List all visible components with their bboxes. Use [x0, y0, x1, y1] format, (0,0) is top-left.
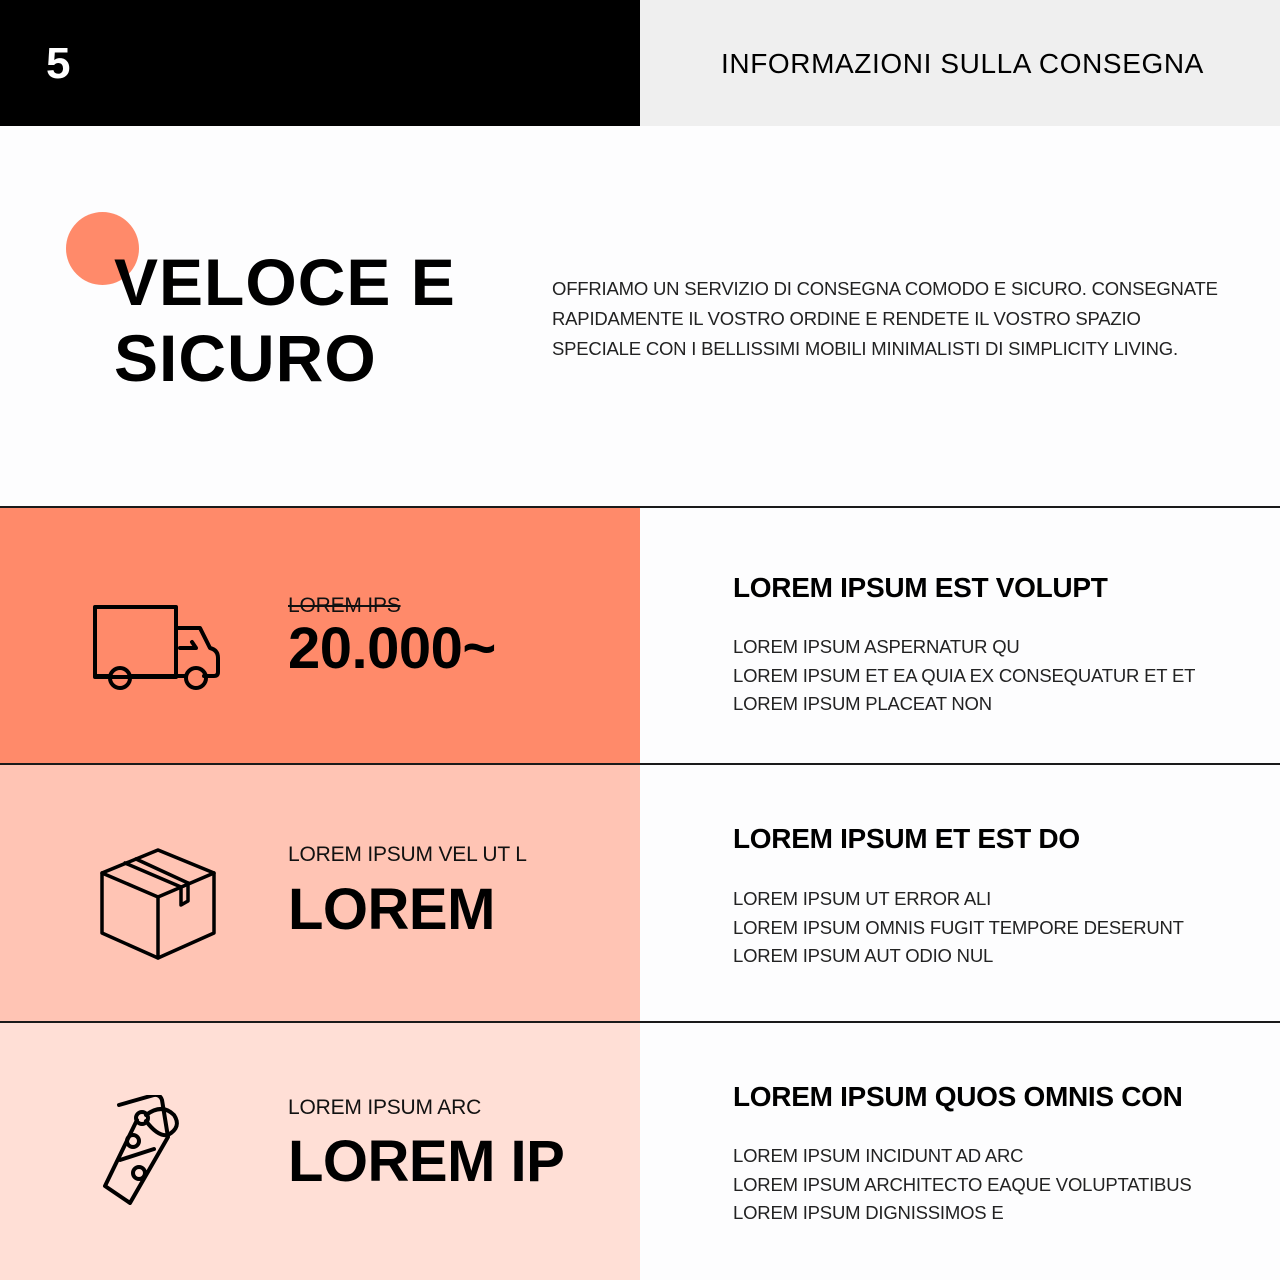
discount-tag-icon	[102, 1095, 218, 1205]
feature-list	[733, 1142, 1192, 1228]
feature-row-package	[0, 765, 1280, 1021]
hero-title-line: VELOCE E	[114, 245, 456, 319]
page-title: INFORMAZIONI SULLA CONSEGNA	[721, 48, 1204, 79]
package-box-icon	[99, 847, 217, 961]
feature-title: LOREM IPSUM QUOS OMNIS CON	[733, 1081, 1183, 1112]
stat-panel	[0, 1023, 640, 1280]
page-number: 5	[46, 39, 71, 88]
stat-value: LOREM	[288, 877, 495, 942]
feature-line: LOREM IPSUM PLACEAT NON	[733, 693, 992, 714]
hero-description-line: SPECIALE CON I BELLISSIMI MOBILI MINIMALISTI DI SIMPLICITY LIVING.	[552, 338, 1178, 359]
stat-label: LOREM IPSUM ARC	[288, 1096, 482, 1119]
feature-line: LOREM IPSUM UT ERROR ALI	[733, 888, 992, 909]
feature-panel	[640, 1023, 1280, 1280]
stat-label: LOREM IPSUM VEL UT L	[288, 843, 527, 866]
feature-line: LOREM IPSUM ET EA QUIA EX CONSEQUATUR ET ET	[733, 664, 1196, 686]
feature-line: LOREM IPSUM INCIDUNT AD ARC	[733, 1145, 1024, 1166]
feature-line: LOREM IPSUM DIGNISSIMOS E	[733, 1202, 1004, 1223]
feature-line: LOREM IPSUM OMNIS FUGIT TEMPORE DESERUNT	[733, 916, 1184, 938]
divider	[0, 763, 1280, 765]
divider	[0, 1021, 1280, 1023]
stat-value: LOREM IP	[288, 1129, 565, 1194]
feature-line: LOREM IPSUM ASPERNATUR QU	[733, 636, 1020, 657]
stat-panel	[0, 765, 640, 1021]
feature-title: LOREM IPSUM ET EST DO	[733, 823, 1080, 854]
feature-panel	[640, 765, 1280, 1021]
feature-row-delivery	[0, 508, 1280, 763]
stat-label: LOREM IPS	[288, 594, 401, 617]
hero-title-line: SICURO	[114, 321, 377, 395]
hero-title	[114, 244, 456, 396]
header-number-panel	[0, 0, 640, 126]
hero-description-line: OFFRIAMO UN SERVIZIO DI CONSEGNA COMODO E SICURO. CONSEGNATE	[552, 278, 1218, 299]
stat-panel	[0, 508, 640, 763]
stat-value: 20.000~	[288, 616, 496, 681]
feature-row-discount	[0, 1023, 1280, 1280]
hero-description	[552, 274, 1232, 364]
feature-line: LOREM IPSUM ARCHITECTO EAQUE VOLUPTATIBUS	[733, 1173, 1192, 1195]
feature-panel	[640, 508, 1280, 763]
hero-description-line: RAPIDAMENTE IL VOSTRO ORDINE E RENDETE IL VOSTRO SPAZIO	[552, 308, 1141, 329]
header-bar	[0, 0, 1280, 126]
header-title-panel	[640, 0, 1280, 126]
hero-section	[0, 126, 1280, 507]
feature-list	[733, 885, 1184, 971]
feature-list	[733, 633, 1195, 719]
feature-line: LOREM IPSUM AUT ODIO NUL	[733, 945, 994, 966]
feature-title: LOREM IPSUM EST VOLUPT	[733, 572, 1108, 603]
delivery-truck-icon	[92, 604, 222, 694]
divider	[0, 506, 1280, 508]
